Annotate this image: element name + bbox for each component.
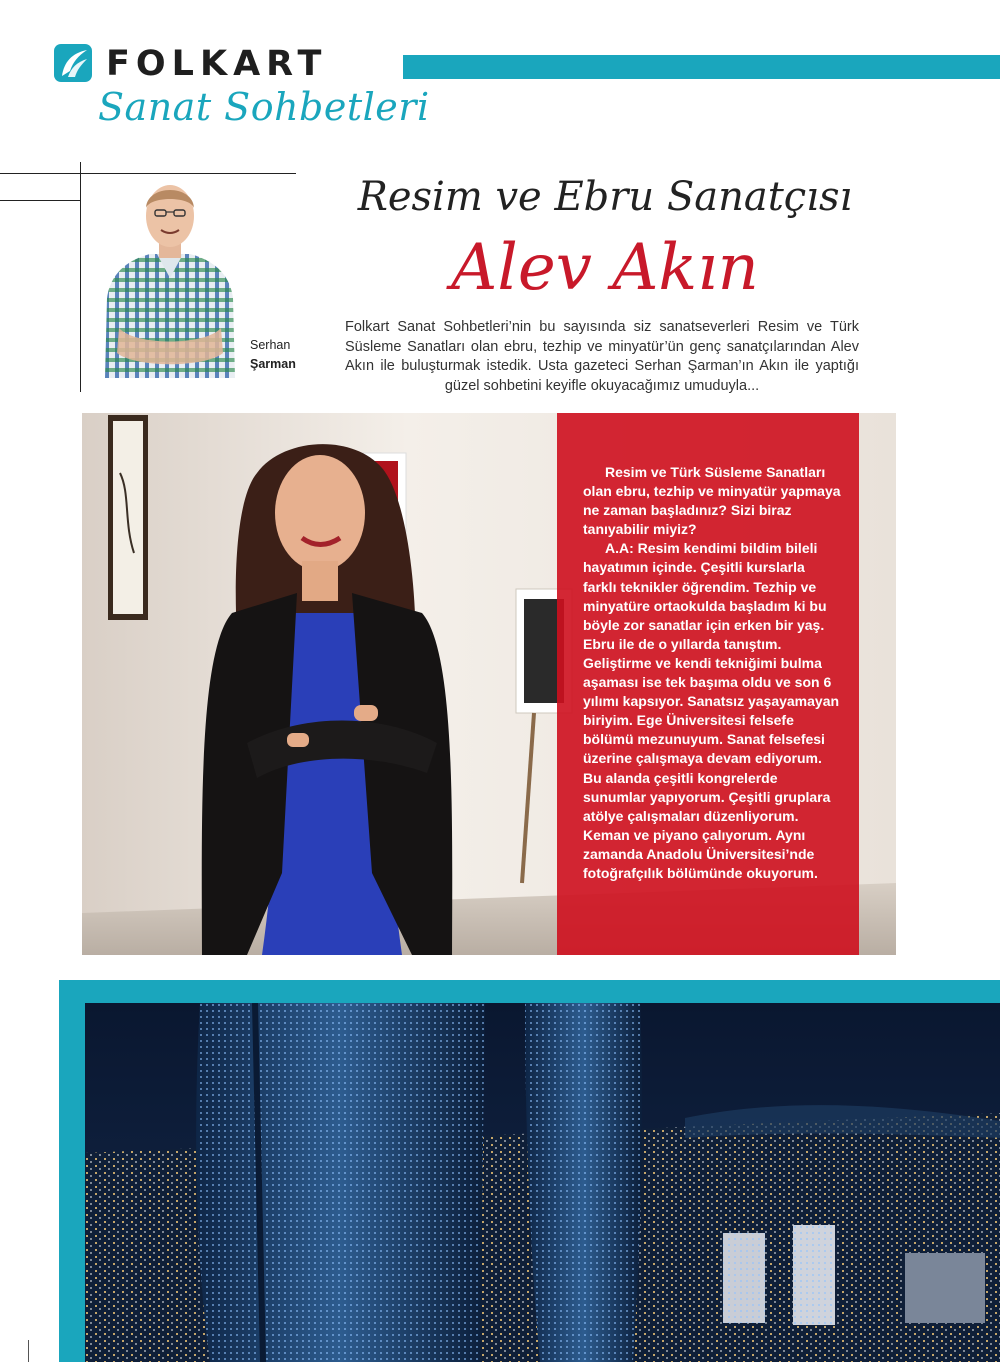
author-rule-short xyxy=(0,200,80,201)
city-skyline-photo xyxy=(85,1003,1000,1362)
author-portrait xyxy=(95,178,245,378)
folkart-leaf-icon xyxy=(54,44,92,82)
series-title: Sanat Sohbetleri xyxy=(98,85,430,129)
article-subtitle: Resim ve Ebru Sanatçısı xyxy=(357,174,853,220)
qa-answer: Resim kendimi bildim bileli hayatımın içinde. Çeşitli kurslarla farklı teknikler öğrendim. Tezhip ve minyatüre ortaokulda başladım ki bu böyle zor sanatlar için erken bir yaş. Ebru ile de o yıllarda tanıştım. Geliştirme ve kendi tekniğimi bulma aşaması ise tek başıma oldu ve son 6 yılımı kapsıyor. Sanatsız yaşayamayan biriyim. Ege Üniversitesi felsefe bölümü mezunuyum. Sanat felsefesi üzerine çalışmaya devam ediyorum. Bu alanda çeşitli kongrelerde sunumlar yapıyorum. Çeşitli gruplara atölye çalışmaları düzenliyorum. Keman ve piyano çalıyorum. Aynı zamanda Anadolu Üniversitesi’nde fotoğrafçılık bölümünde okuyorum. xyxy=(583,540,840,881)
author-first-name: Serhan xyxy=(250,338,291,352)
qa-question: Resim ve Türk Süsleme Sanatları olan ebru, tezhip ve minyatür yapmaya ne zaman başladınız? Sizi biraz tanıyabilir miyiz? xyxy=(583,464,841,538)
article-headline: Alev Akın xyxy=(451,231,759,305)
qa-answer-paragraph xyxy=(583,539,841,883)
qa-text-block xyxy=(583,463,841,883)
brand-name: FOLKART xyxy=(106,44,328,84)
author-rule-top xyxy=(0,173,296,174)
page-edge-mark xyxy=(28,1340,29,1362)
header-accent-bar xyxy=(403,55,1000,79)
qa-answer-label: A.A: xyxy=(605,540,634,557)
city-skyline-illustration xyxy=(85,1003,1000,1362)
article-intro: Folkart Sanat Sohbetleri’nin bu sayısında siz sanatseverleri Resim ve Türk Süsleme Sanatları olan ebru, tezhip ve minyatür’ün genç sanatçılarından Alev Akın ile buluşturmak istedik. Usta gazeteci Serhan Şarman’ın Akın ile yaptığı güzel sohbetini keyifle okuyacağımız umuduyla... xyxy=(345,319,859,394)
author-rule-vertical xyxy=(80,162,81,392)
author-last-name: Şarman xyxy=(250,357,296,371)
